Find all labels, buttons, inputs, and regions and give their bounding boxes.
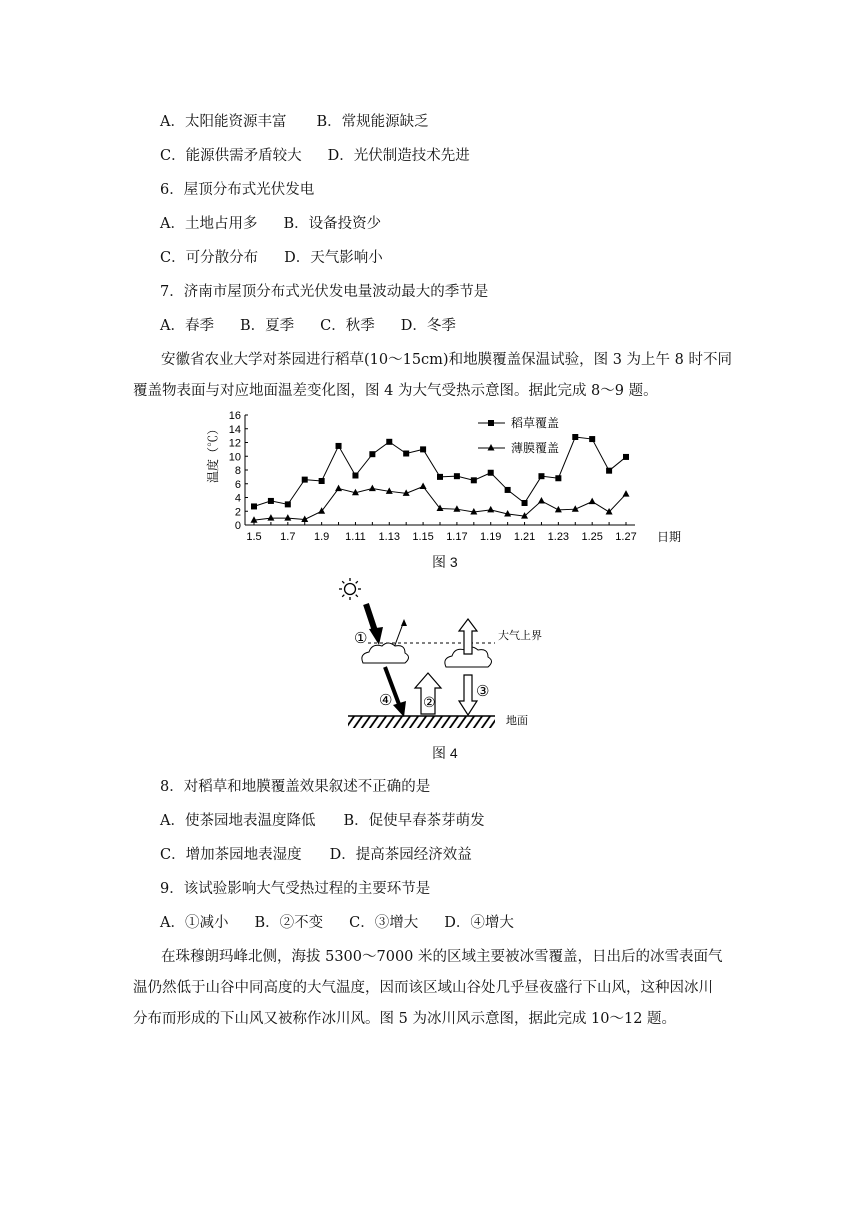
y-tick-label: 14 [228, 423, 241, 436]
passage-line: 在珠穆朗玛峰北侧，海拔 5300～7000 米的区域主要被冰雪覆盖，日出后的冰雪表面气 [161, 949, 723, 965]
x-tick-label: 1.25 [581, 531, 603, 543]
data-point-square [268, 498, 274, 504]
data-point-square [420, 446, 426, 452]
series-line [254, 487, 626, 521]
figure-3-chart [195, 405, 682, 550]
q8-option-a: A．使茶园地表温度降低 [160, 813, 316, 829]
figure-4-diagram [330, 575, 550, 735]
passage-line: 分布而形成的下山风又被称作冰川风。图 5 为冰川风示意图，据此完成 10～12 题。 [133, 1011, 677, 1027]
data-point-square [555, 475, 561, 481]
atmospheric-counter-radiation-arrow-3 [459, 675, 477, 715]
q6-option-c: C．可分散分布 [160, 250, 259, 266]
passage-line: 温仍然低于山谷中同高度的大气温度，因而该区域山谷处几乎昼夜盛行下山风，这种因冰川 [133, 980, 713, 996]
data-point-square [403, 451, 409, 457]
q5-options-row1 [160, 112, 429, 132]
surface-radiation-arrowhead-4 [393, 701, 406, 717]
y-tick-label: 2 [234, 506, 241, 519]
q9-option-c: C．③增大 [349, 915, 419, 931]
q6-option-d: D．天气影响小 [284, 250, 383, 266]
upper-atmosphere-label: 大气上界 [498, 630, 542, 642]
q5-option-b: B．常规能源缺乏 [316, 114, 429, 130]
figure-3-caption: 图 3 [432, 554, 458, 570]
y-tick-label: 12 [228, 437, 241, 450]
q9-stem: 9．该试验影响大气受热过程的主要环节是 [160, 881, 431, 897]
q7-option-c: C．秋季 [320, 318, 375, 334]
number-1: ① [354, 630, 368, 647]
q9-option-a: A．①减小 [160, 915, 229, 931]
q5-options-row2 [160, 146, 470, 166]
data-point-square [251, 503, 257, 509]
q8-option-d: D．提高茶园经济效益 [329, 847, 472, 863]
number-4: ④ [379, 692, 393, 709]
passage-line: 覆盖物表面与对应地面温差变化图，图 4 为大气受热示意图。据此完成 8～9 题。 [133, 383, 658, 399]
data-point-square [336, 443, 342, 449]
chart-legend [478, 415, 559, 455]
q7-option-a: A．春季 [160, 318, 214, 334]
legend-label: 稻草覆盖 [511, 416, 560, 430]
y-tick-label: 4 [234, 492, 241, 505]
q7-stem: 7．济南市屋顶分布式光伏发电量波动最大的季节是 [160, 284, 489, 300]
q5-option-d: D．光伏制造技术先进 [327, 148, 470, 164]
q7-options [160, 316, 456, 336]
x-tick-label: 1.17 [446, 531, 468, 543]
cloud-icon [362, 643, 409, 663]
data-point-square [471, 477, 477, 483]
passage-tea-garden [133, 350, 733, 412]
data-point-triangle [589, 498, 596, 505]
legend-label: 薄膜覆盖 [511, 441, 560, 455]
data-point-triangle [369, 485, 376, 492]
data-point-square [437, 474, 443, 480]
solar-radiation-arrowhead [369, 627, 383, 645]
q5-option-c: C．能源供需矛盾较大 [160, 148, 302, 164]
data-point-square [488, 470, 494, 476]
x-tick-label: 1.19 [480, 531, 502, 543]
x-tick-label: 1.21 [513, 531, 536, 543]
y-tick-label: 10 [228, 451, 241, 464]
data-point-triangle [335, 485, 342, 492]
x-tick-label: 1.15 [412, 531, 434, 543]
data-point-square [319, 478, 325, 484]
data-point-triangle [267, 514, 274, 521]
q6-options-row2 [160, 248, 383, 268]
y-tick-label: 0 [234, 520, 241, 532]
y-tick-label: 8 [234, 465, 241, 477]
number-2: ② [423, 694, 436, 710]
data-point-triangle [453, 505, 460, 512]
data-point-triangle [487, 506, 494, 513]
x-tick-label: 1.13 [378, 531, 400, 543]
data-point-square [606, 468, 612, 474]
x-tick-label: 1.9 [313, 531, 330, 543]
q6-options-row1 [160, 214, 381, 234]
q5-option-a: A．太阳能资源丰富 [160, 114, 287, 130]
data-point-square [386, 439, 392, 445]
data-point-square [623, 454, 629, 460]
x-tick-label: 1.23 [547, 531, 570, 543]
q8-stem: 8．对稻草和地膜覆盖效果叙述不正确的是 [160, 779, 431, 795]
data-point-square [572, 434, 578, 440]
ground-label: 地面 [506, 715, 528, 727]
data-point-square [522, 500, 528, 506]
x-tick-label: 1.27 [615, 531, 637, 543]
ground-hatching [348, 716, 495, 728]
q8-options-row2 [160, 845, 472, 865]
chart-series [251, 434, 630, 523]
data-point-triangle [284, 514, 291, 521]
x-tick-label: 1.5 [246, 531, 262, 543]
data-point-triangle [420, 483, 427, 490]
data-point-triangle [623, 490, 630, 497]
reflected-arrowhead [401, 619, 407, 626]
y-tick-label: 6 [234, 478, 241, 491]
q8-option-c: C．增加茶园地表湿度 [160, 847, 302, 863]
y-axis-label: 温度（℃） [206, 422, 220, 483]
q7-option-b: B．夏季 [239, 318, 295, 334]
sun-icon [339, 578, 361, 600]
q9-option-b: B．②不变 [254, 915, 324, 931]
data-point-square [369, 451, 375, 457]
data-point-square [505, 487, 511, 493]
q9-option-d: D．④增大 [444, 915, 514, 931]
legend-marker-square [488, 420, 494, 426]
data-point-triangle [538, 497, 545, 504]
data-point-square [589, 436, 595, 442]
q6-option-b: B．设备投资少 [283, 216, 382, 232]
q6-option-a: A．土地占用多 [160, 216, 258, 232]
q7-option-d: D．冬季 [400, 318, 456, 334]
data-point-square [352, 473, 358, 479]
figure-4-caption: 图 4 [432, 745, 458, 761]
solar-radiation-arrow [366, 604, 375, 631]
x-tick-label: 1.11 [345, 531, 366, 543]
passage-line: 安徽省农业大学对茶园进行稻草(10～15cm)和地膜覆盖保温试验，图 3 为上午 8 时不同 [161, 352, 732, 368]
series-line [254, 437, 626, 506]
x-tick-label: 1.7 [280, 531, 296, 543]
y-tick-label: 16 [228, 410, 241, 422]
q8-options-row1 [160, 811, 485, 831]
number-3: ③ [476, 683, 490, 700]
legend-marker-triangle [488, 444, 495, 451]
data-point-square [454, 473, 460, 479]
q6-stem: 6．屋顶分布式光伏发电 [160, 182, 315, 198]
q8-option-b: B．促使早春茶芽萌发 [343, 813, 485, 829]
data-point-square [302, 477, 308, 483]
x-axis-label: 日期 [657, 530, 682, 544]
passage-glacier-wind [133, 947, 733, 1040]
data-point-square [538, 473, 544, 479]
q9-options [160, 913, 514, 933]
data-point-square [285, 501, 291, 507]
